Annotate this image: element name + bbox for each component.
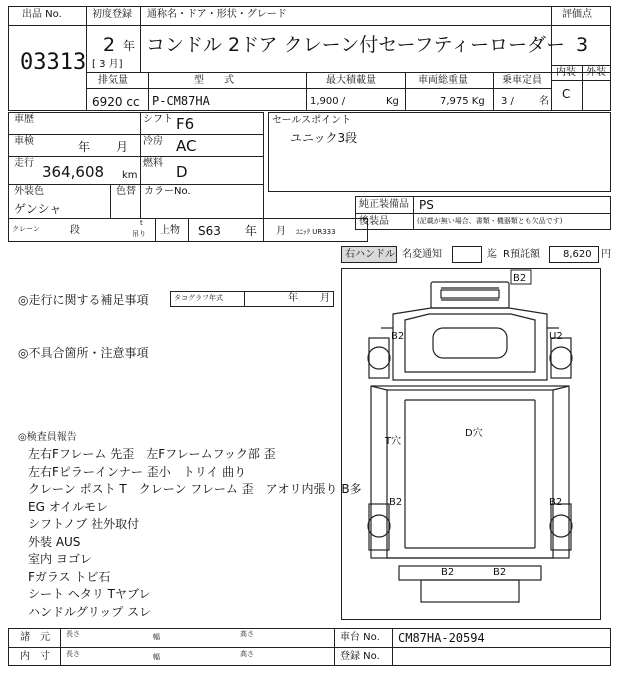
- history-label: 車歴: [14, 114, 34, 125]
- divider: [8, 184, 264, 185]
- report-line: シフトノブ 社外取付: [28, 517, 140, 531]
- score-label: 評価点: [562, 9, 592, 20]
- mark-bumper-right: B2: [493, 567, 507, 578]
- ac-label: 冷房: [143, 136, 163, 147]
- divider: [355, 213, 611, 214]
- divider: [392, 628, 393, 666]
- height-label: 高さ: [240, 630, 254, 638]
- sales-point-label: セールスポイント: [272, 115, 352, 126]
- fuel-label: 燃料: [143, 158, 163, 169]
- divider: [188, 218, 189, 242]
- divider: [8, 156, 264, 157]
- report-line: クレーン ポスト T クレーン フレーム 歪 アオリ内張り B多: [28, 482, 362, 496]
- mileage-unit: km: [122, 170, 138, 181]
- crane-stage-unit: 段: [70, 225, 80, 236]
- capacity-value: 3 /: [501, 96, 514, 107]
- divider: [334, 628, 335, 666]
- ext-color-label: 外装色: [14, 186, 44, 197]
- genuine-label: 純正装備品: [359, 199, 409, 210]
- first-reg-month: [ 3 月]: [92, 59, 123, 70]
- mark-bed-center: D穴: [465, 428, 483, 439]
- sales-point-text: ユニック3段: [290, 131, 358, 145]
- inner-width-label: 幅: [153, 653, 160, 661]
- mark-rear-right: B2: [549, 497, 563, 508]
- recycle-unit: 円: [601, 249, 611, 260]
- crane-t-unit: t: [140, 219, 143, 227]
- tacho-label: タコグラフ年式: [174, 294, 223, 302]
- score-value: 3: [576, 34, 589, 56]
- inner-height-label: 高さ: [240, 650, 254, 658]
- name-label: 通称名・ドア・形状・グレード: [147, 9, 287, 20]
- divider: [148, 72, 149, 111]
- displacement-value: 6920 cc: [92, 95, 140, 109]
- chassis-no: CM87HA-20594: [398, 631, 485, 645]
- inspection-month-unit: 月: [116, 140, 129, 154]
- mark-front-right: U2: [549, 331, 563, 342]
- specs-label: 諸 元: [20, 632, 50, 643]
- recycle-label: R預託額: [503, 249, 540, 260]
- model-label: 型 式: [194, 75, 234, 86]
- divider: [60, 628, 61, 666]
- divider: [551, 6, 552, 111]
- mileage-value: 364,608: [42, 163, 105, 181]
- divider: [86, 72, 611, 73]
- handle-value: 右ハンドル: [345, 249, 395, 260]
- crane-month-unit: 月: [276, 226, 286, 237]
- capacity-label: 乗車定員: [502, 75, 542, 86]
- first-reg-label: 初度登録: [92, 9, 132, 20]
- inner-label: 内 寸: [20, 651, 50, 662]
- mark-left-door: T穴: [385, 436, 402, 447]
- gross-weight-label: 車両総重量: [418, 75, 468, 86]
- vehicle-name: コンドル 2ドア クレーン付セーフティーローダー: [146, 34, 565, 56]
- max-load-value: 1,900 /: [310, 96, 346, 107]
- inspector-label: ◎検査員報告: [18, 432, 77, 443]
- divider: [86, 88, 551, 89]
- first-reg-year: 2: [103, 34, 116, 56]
- max-load-label: 最大積載量: [326, 75, 376, 86]
- divider: [413, 196, 414, 230]
- length-label: 長さ: [66, 630, 80, 638]
- displacement-label: 排気量: [98, 75, 128, 86]
- mark-top: B2: [513, 273, 527, 284]
- divider: [244, 291, 245, 307]
- gross-weight-value: 7,975 Kg: [440, 96, 485, 107]
- shift-label: シフト: [143, 114, 173, 125]
- crane-label: クレーン: [12, 225, 40, 233]
- divider: [405, 72, 406, 111]
- tacho-month-unit: 月: [320, 293, 330, 304]
- mileage-label: 走行: [14, 158, 34, 169]
- report-line: EG オイルモレ: [28, 499, 109, 514]
- first-reg-year-unit: 年: [123, 39, 136, 53]
- divider: [140, 6, 141, 72]
- interior-label: 内装: [556, 67, 576, 78]
- lot-number: 03313: [20, 50, 87, 75]
- crane-year: S63 年: [198, 224, 257, 238]
- mark-rear-left: B2: [389, 497, 403, 508]
- chassis-label: 車台 No.: [340, 632, 380, 643]
- color-change-label: 色替: [116, 186, 136, 197]
- model-value: P-CM87HA: [152, 94, 210, 108]
- inner-length-label: 長さ: [66, 650, 80, 658]
- crane-model: ﾕﾆｯｸ UR333: [296, 228, 336, 236]
- recycle-value: 8,620: [563, 249, 592, 260]
- divider: [155, 218, 156, 242]
- driving-remarks-label: ◎走行に関する補足事項: [18, 293, 149, 307]
- ext-color-value: ゲンシャ: [14, 202, 62, 216]
- crane-hang-unit: 吊り: [132, 230, 146, 238]
- divider: [306, 72, 307, 111]
- exterior-label: 外装: [586, 67, 606, 78]
- aftermarket-label: 後装品: [359, 216, 389, 227]
- divider: [582, 65, 583, 111]
- divider: [8, 647, 611, 648]
- fuel-value: D: [176, 163, 188, 181]
- ac-value: AC: [176, 137, 197, 155]
- divider: [551, 65, 611, 66]
- report-line: 左右Fピラーインナー 歪小 トリイ 曲り: [28, 464, 247, 479]
- name-change-label: 名変通知: [402, 249, 442, 260]
- name-change-cell: [452, 246, 482, 263]
- report-line: 外装 AUS: [28, 534, 81, 549]
- divider: [8, 25, 611, 26]
- report-line: 左右Fフレーム 先歪 左Fフレームフック部 歪: [28, 447, 276, 461]
- report-line: ハンドルグリップ スレ: [28, 604, 152, 619]
- inspection-label: 車検: [14, 136, 34, 147]
- divider: [493, 72, 494, 111]
- mark-bumper-left: B2: [441, 567, 455, 578]
- report-line: Fガラス トビ石: [28, 569, 111, 584]
- mark-front-left: B2: [391, 331, 405, 342]
- genuine-value: PS: [419, 198, 434, 212]
- name-change-suffix: 迄: [487, 249, 497, 260]
- divider: [140, 112, 141, 184]
- shift-value: F6: [176, 115, 195, 133]
- divider: [8, 134, 264, 135]
- tacho-year-unit: 年: [288, 293, 298, 304]
- interior-grade: C: [562, 87, 571, 101]
- crane-mount-label: 上物: [160, 225, 180, 236]
- registration-label: 登録 No.: [340, 651, 380, 662]
- aftermarket-note: (記載が無い場合、書類・機器類とも欠品です): [417, 217, 563, 225]
- report-line: シート ヘタリ Tヤブレ: [28, 587, 151, 601]
- divider: [551, 80, 611, 81]
- max-load-unit: Kg: [386, 96, 399, 107]
- inspection-year-unit: 年: [78, 140, 91, 154]
- defects-label: ◎不具合箇所・注意事項: [18, 346, 149, 360]
- width-label: 幅: [153, 633, 160, 641]
- report-line: 室内 ヨゴレ: [28, 552, 92, 566]
- color-no-label: カラーNo.: [144, 186, 191, 197]
- lot-label: 出品 No.: [22, 9, 62, 20]
- capacity-unit: 名: [539, 96, 549, 107]
- truck-diagram: [341, 268, 601, 620]
